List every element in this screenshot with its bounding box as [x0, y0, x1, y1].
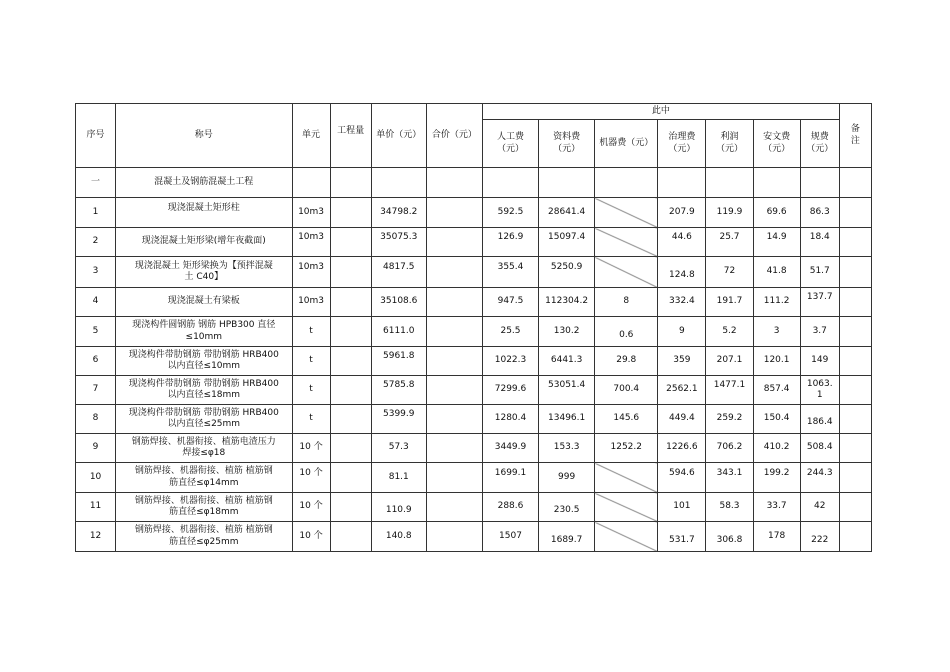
cell-material: 999: [539, 463, 595, 493]
cell-name: 现浇构件带肋钢筋 带肋钢筋 HRB400 以内直径≤25mm: [116, 405, 292, 434]
cell-unit-price: 35075.3: [371, 228, 426, 257]
cell-management: 359: [658, 347, 706, 376]
cell-name: 钢筋焊接、机器衔接、植筋电渣压力 焊接≤φ18: [116, 434, 292, 463]
cell-material: 153.3: [539, 434, 595, 463]
cell-material: 53051.4: [539, 376, 595, 405]
cost-table: [75, 103, 872, 552]
header-material: 资料费 （元）: [539, 120, 595, 168]
cell-safety: 178: [753, 522, 800, 552]
cell-name: 现浇混凝土有梁板: [116, 288, 292, 317]
cell-labor: 592.5: [482, 198, 538, 228]
cell-labor: 7299.6: [482, 376, 538, 405]
cell-unit: 10 个: [292, 434, 330, 463]
cell-machine-empty: [595, 228, 658, 257]
cell-management: 2562.1: [658, 376, 706, 405]
cell-no: 6: [76, 347, 116, 376]
cell-material: 13496.1: [539, 405, 595, 434]
cell-unit-price: 34798.2: [371, 198, 426, 228]
table-row: [76, 317, 872, 347]
cell-no: 12: [76, 522, 116, 552]
cell-profit: 58.3: [706, 493, 753, 522]
cell-safety: 3: [753, 317, 800, 347]
table-row: [76, 522, 872, 552]
cell-management: 594.6: [658, 463, 706, 493]
cell-profit: 191.7: [706, 288, 753, 317]
cell-labor: 126.9: [482, 228, 538, 257]
cell-material: 5250.9: [539, 257, 595, 288]
table-row: [76, 347, 872, 376]
cell-fee: 51.7: [800, 257, 839, 288]
cell-profit: 72: [706, 257, 753, 288]
cell-safety: 120.1: [753, 347, 800, 376]
cell-safety: 150.4: [753, 405, 800, 434]
cell-safety: 199.2: [753, 463, 800, 493]
cell-safety: 111.2: [753, 288, 800, 317]
cell-profit: 25.7: [706, 228, 753, 257]
cell-profit: 5.2: [706, 317, 753, 347]
table-row: [76, 198, 872, 228]
cell-profit: 343.1: [706, 463, 753, 493]
cell-labor: 1022.3: [482, 347, 538, 376]
cell-unit-price: 6111.0: [371, 317, 426, 347]
cell-name: 钢筋焊接、机器衔接、植筋 植筋钢 筋直径≤φ18mm: [116, 493, 292, 522]
cell-unit: 10m3: [292, 198, 330, 228]
cell-fee: 1063. 1: [800, 376, 839, 405]
header-name: 称号: [116, 104, 292, 168]
cell-unit: t: [292, 376, 330, 405]
cell-no: 4: [76, 288, 116, 317]
cell-fee: 244.3: [800, 463, 839, 493]
header-total-price: 合价（元）: [426, 104, 482, 168]
header-labor: 人工费 （元）: [482, 120, 538, 168]
cell-labor: 288.6: [482, 493, 538, 522]
cell-management: 531.7: [658, 522, 706, 552]
cell-no: 11: [76, 493, 116, 522]
header-quantity: 工程量: [330, 104, 371, 168]
cell-name: 现浇构件带肋钢筋 带肋钢筋 HRB400 以内直径≤10mm: [116, 347, 292, 376]
cell-fee: 42: [800, 493, 839, 522]
cell-machine-empty: [595, 493, 658, 522]
cell-management: 124.8: [658, 257, 706, 288]
cell-machine-empty: [595, 198, 658, 228]
cell-fee: 508.4: [800, 434, 839, 463]
cell-material: 130.2: [539, 317, 595, 347]
cell-name: 钢筋焊接、机器衔接、植筋 植筋钢 筋直径≤φ25mm: [116, 522, 292, 552]
table-row: [76, 434, 872, 463]
cell-machine: 8: [595, 288, 658, 317]
cell-material: 6441.3: [539, 347, 595, 376]
cell-unit: t: [292, 405, 330, 434]
cell-fee: 186.4: [800, 405, 839, 434]
cell-name: 现浇构件圆钢筋 钢筋 HPB300 直径 ≤10mm: [116, 317, 292, 347]
cell-machine: 700.4: [595, 376, 658, 405]
cell-no: 8: [76, 405, 116, 434]
cell-name: 现浇混凝土矩形梁(增年夜截面): [116, 228, 292, 257]
table-row: [76, 376, 872, 405]
cell-machine-empty: [595, 257, 658, 288]
cell-material: 15097.4: [539, 228, 595, 257]
cell-labor: 3449.9: [482, 434, 538, 463]
cell-safety: 14.9: [753, 228, 800, 257]
cell-safety: 69.6: [753, 198, 800, 228]
header-unit-price: 单价（元）: [371, 104, 426, 168]
cell-unit-price: 57.3: [371, 434, 426, 463]
cell-management: 101: [658, 493, 706, 522]
header-group: 此中: [482, 104, 839, 120]
cell-fee: 149: [800, 347, 839, 376]
cell-name: 混凝土及钢筋混凝土工程: [116, 168, 292, 198]
cell-unit: 10 个: [292, 522, 330, 552]
cell-no: 10: [76, 463, 116, 493]
cell-safety: 33.7: [753, 493, 800, 522]
cell-fee: 3.7: [800, 317, 839, 347]
table-row: [76, 288, 872, 317]
cell-safety: 857.4: [753, 376, 800, 405]
cell-machine-empty: [595, 463, 658, 493]
cell-profit: 207.1: [706, 347, 753, 376]
cell-profit: 306.8: [706, 522, 753, 552]
cell-no: 9: [76, 434, 116, 463]
header-machine: 机器费（元）: [595, 120, 658, 168]
cell-unit-price: 81.1: [371, 463, 426, 493]
cell-name: 钢筋焊接、机器衔接、植筋 植筋钢 筋直径≤φ14mm: [116, 463, 292, 493]
cell-labor: 1699.1: [482, 463, 538, 493]
header-remark: 备 注: [839, 104, 871, 168]
table-row: [76, 463, 872, 493]
cell-profit: 119.9: [706, 198, 753, 228]
cell-machine-empty: [595, 522, 658, 552]
cell-profit: 706.2: [706, 434, 753, 463]
cell-unit: 10m3: [292, 257, 330, 288]
header-fee: 规费 （元）: [800, 120, 839, 168]
cell-unit: 10 个: [292, 463, 330, 493]
header-safety: 安文费 （元）: [753, 120, 800, 168]
cell-name: 现浇构件带肋钢筋 带肋钢筋 HRB400 以内直径≤18mm: [116, 376, 292, 405]
cell-unit-price: 5961.8: [371, 347, 426, 376]
table-row: [76, 257, 872, 288]
cell-name: 现浇混凝土矩形柱: [116, 198, 292, 228]
cell-labor: 355.4: [482, 257, 538, 288]
table-row: [76, 405, 872, 434]
cell-name: 现浇混凝土 矩形梁换为【预拌混凝 土 C40】: [116, 257, 292, 288]
cell-management: 207.9: [658, 198, 706, 228]
cell-no: 7: [76, 376, 116, 405]
cell-management: 332.4: [658, 288, 706, 317]
cell-profit: 1477.1: [706, 376, 753, 405]
table-row: [76, 228, 872, 257]
table-row: [76, 168, 872, 198]
cell-no: 3: [76, 257, 116, 288]
table-row: [76, 493, 872, 522]
cell-labor: 947.5: [482, 288, 538, 317]
cell-labor: 25.5: [482, 317, 538, 347]
header-profit: 利润 （元）: [706, 120, 753, 168]
cell-management: 449.4: [658, 405, 706, 434]
cell-machine: 145.6: [595, 405, 658, 434]
cell-fee: 137.7: [800, 288, 839, 317]
cell-unit-price: 4817.5: [371, 257, 426, 288]
cell-unit-price: 140.8: [371, 522, 426, 552]
cell-no: 一: [76, 168, 116, 198]
cell-management: 9: [658, 317, 706, 347]
cell-fee: 18.4: [800, 228, 839, 257]
cell-safety: 41.8: [753, 257, 800, 288]
cell-management: 44.6: [658, 228, 706, 257]
header-no: 序号: [76, 104, 116, 168]
cell-machine: 1252.2: [595, 434, 658, 463]
cell-machine: 29.8: [595, 347, 658, 376]
cell-material: 1689.7: [539, 522, 595, 552]
header-unit: 单元: [292, 104, 330, 168]
cell-unit-price: 35108.6: [371, 288, 426, 317]
cell-material: 112304.2: [539, 288, 595, 317]
cell-unit: 10m3: [292, 288, 330, 317]
cell-unit: 10m3: [292, 228, 330, 257]
cell-unit: 10 个: [292, 493, 330, 522]
cell-material: 28641.4: [539, 198, 595, 228]
header-management: 治理费 （元）: [658, 120, 706, 168]
cell-unit-price: 110.9: [371, 493, 426, 522]
cell-unit: t: [292, 347, 330, 376]
cell-machine: 0.6: [595, 317, 658, 347]
cell-labor: 1280.4: [482, 405, 538, 434]
cell-unit: t: [292, 317, 330, 347]
cell-fee: 86.3: [800, 198, 839, 228]
cell-no: 1: [76, 198, 116, 228]
cell-safety: 410.2: [753, 434, 800, 463]
cell-profit: 259.2: [706, 405, 753, 434]
cell-unit-price: 5399.9: [371, 405, 426, 434]
cell-fee: 222: [800, 522, 839, 552]
cell-management: 1226.6: [658, 434, 706, 463]
cell-unit-price: 5785.8: [371, 376, 426, 405]
cell-material: 230.5: [539, 493, 595, 522]
cell-no: 5: [76, 317, 116, 347]
cell-labor: 1507: [482, 522, 538, 552]
cell-no: 2: [76, 228, 116, 257]
